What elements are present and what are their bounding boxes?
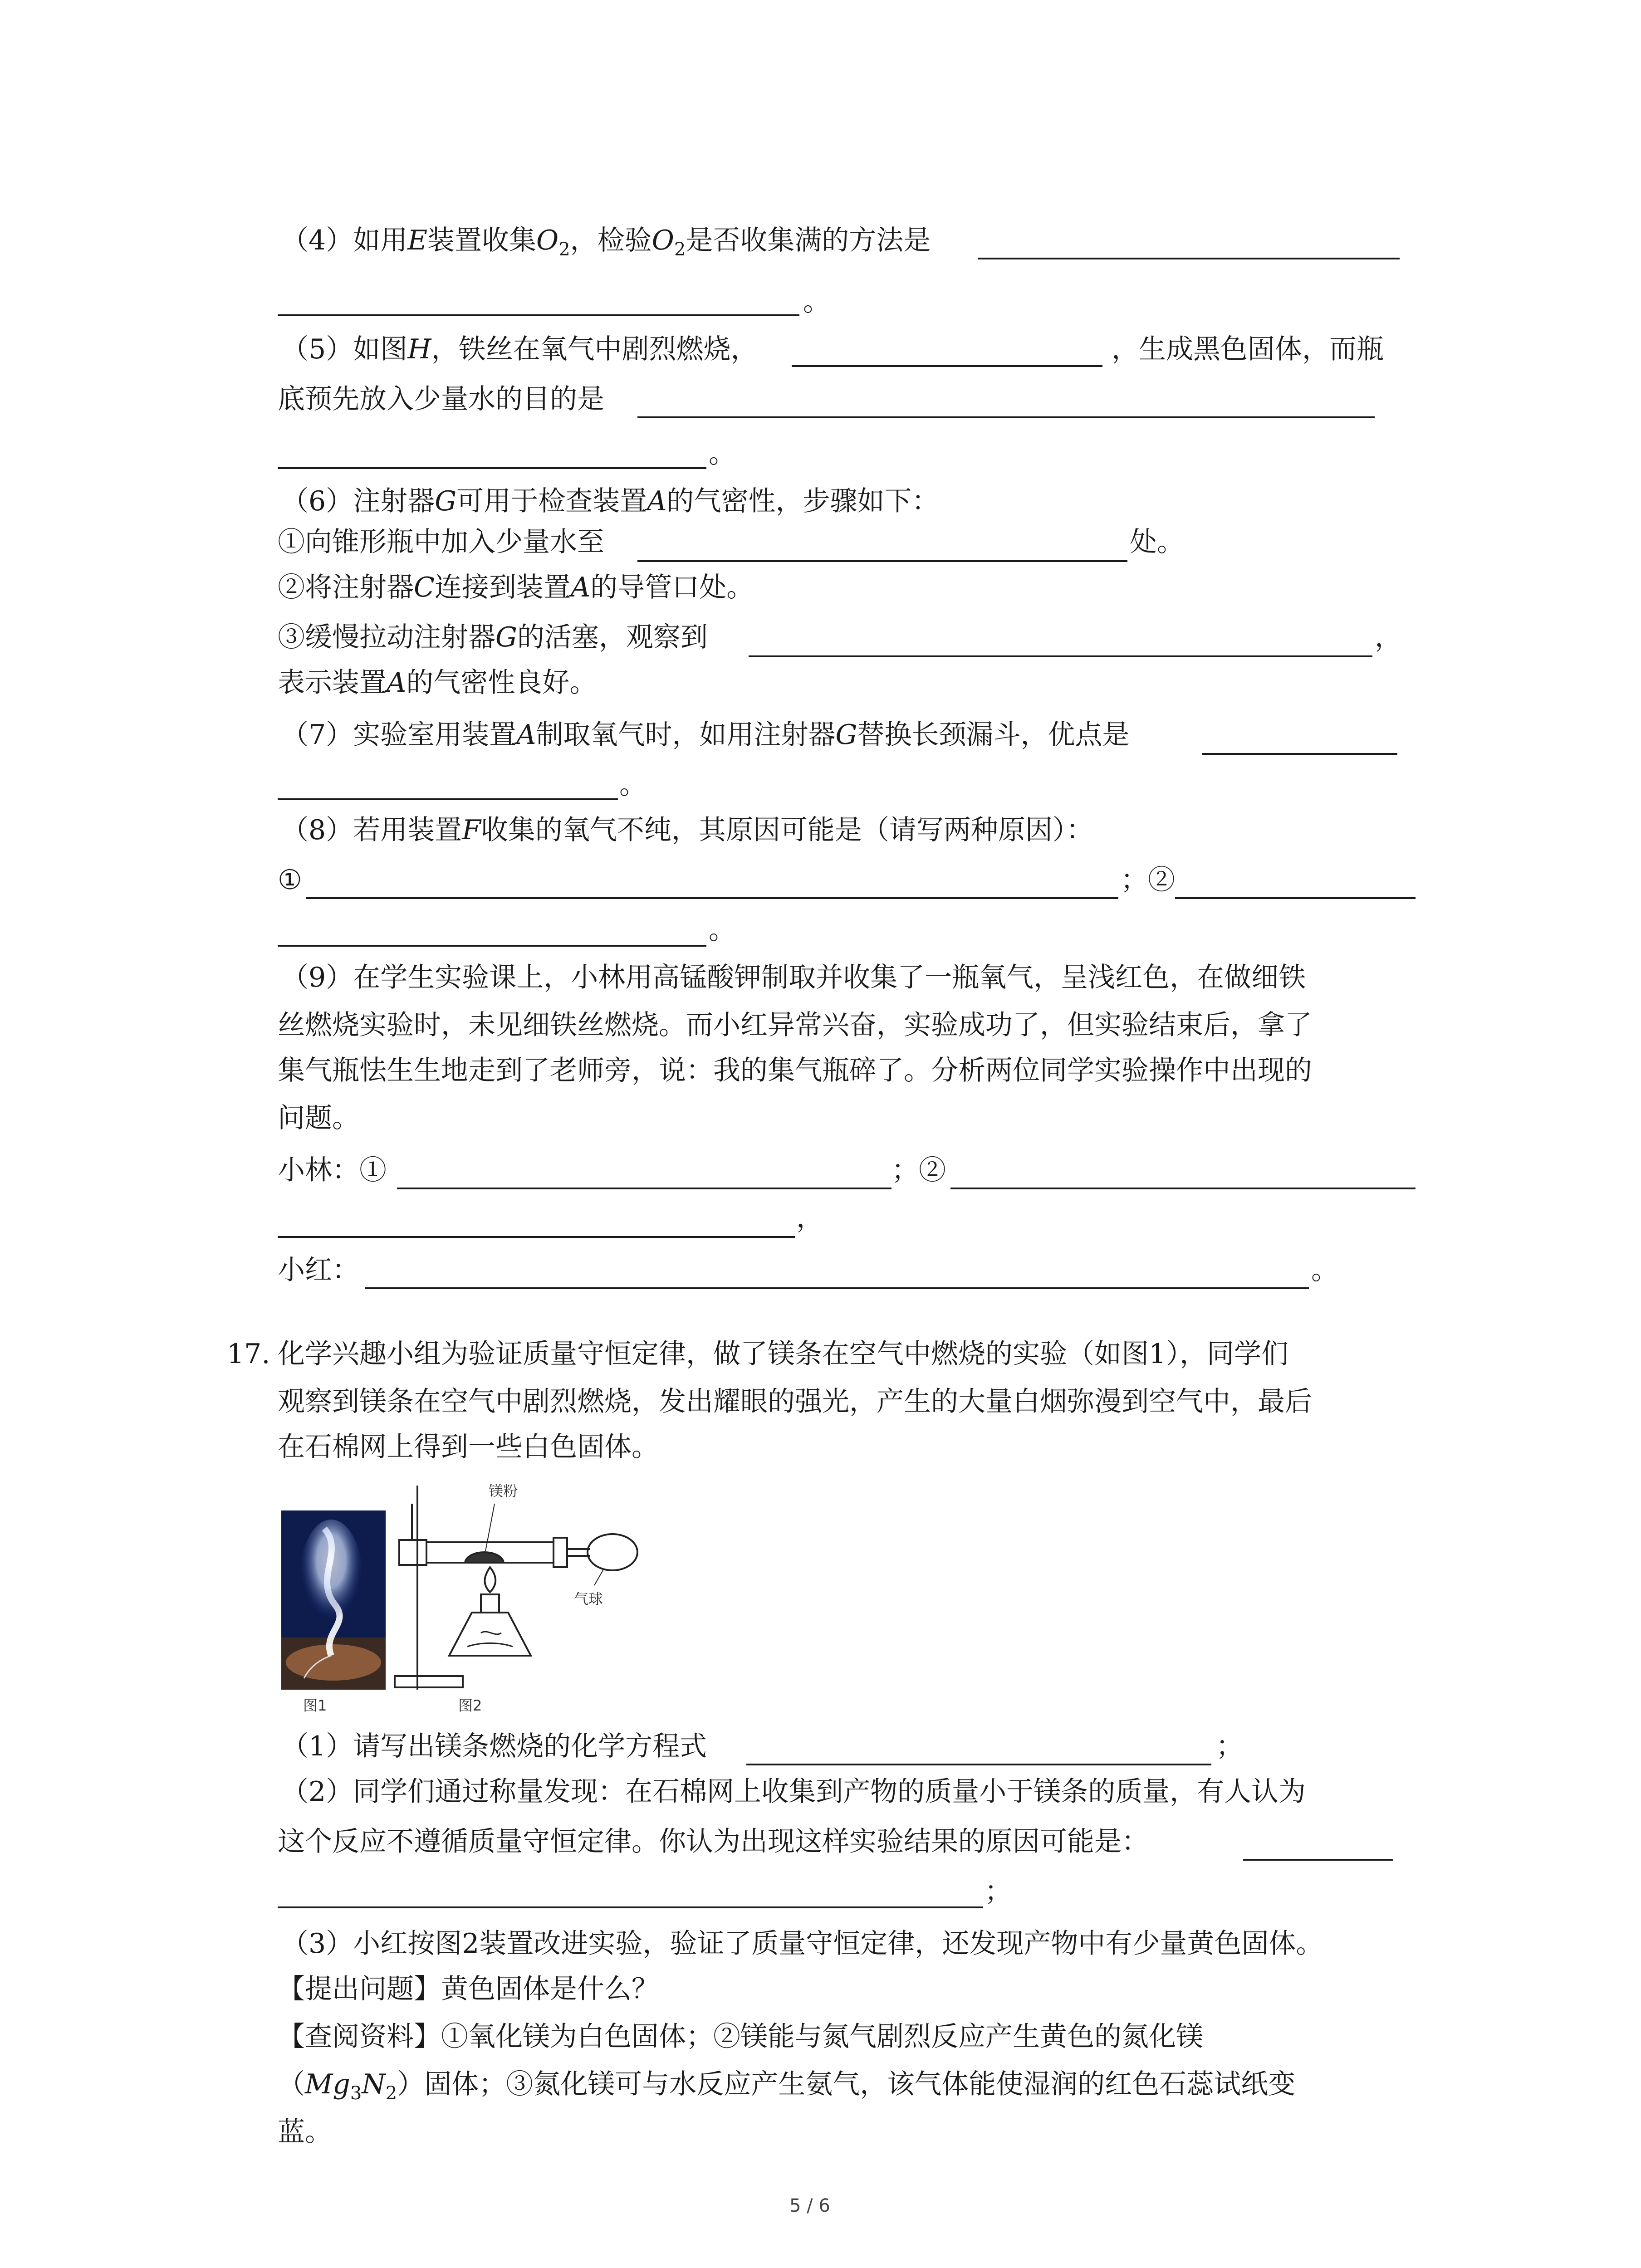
- q17-intro-line2: 观察到镁条在空气中剧烈燃烧，发出耀眼的强光，产生的大量白烟弥漫到空气中，最后: [278, 1386, 1312, 1418]
- fig1-label: 图1: [303, 1697, 327, 1714]
- q9-hong-end: 。: [1311, 1254, 1338, 1286]
- q8-reason1-label: ①: [278, 864, 302, 896]
- q5-line2: 底预先放入少量水的目的是: [278, 383, 604, 415]
- q4-text: （4）如用E装置收集$O_2$，检验$O_2$是否收集满的方法是: [281, 225, 931, 260]
- fig2-apparatus-diagram: [390, 1476, 644, 1692]
- q17-intro-line1: 化学兴趣小组为验证质量守恒定律，做了镁条在空气中燃烧的实验（如图1），同学们: [278, 1338, 1289, 1370]
- q17-p2-line2: 这个反应不遵循质量守恒定律。你认为出现这样实验结果的原因可能是：: [278, 1826, 1149, 1857]
- q17-p1-text: （1）请写出镁条燃烧的化学方程式: [281, 1730, 707, 1762]
- q8-reason2-blank-2[interactable]: [278, 945, 706, 947]
- q8-sep: ；②: [1121, 864, 1175, 896]
- q17-p3-ref1: 【查阅资料】①氧化镁为白色固体；②镁能与氮气剧烈反应产生黄色的氮化镁: [278, 2021, 1203, 2053]
- q9-line2: 丝燃烧实验时，未见细铁丝燃烧。而小红异常兴奋，实验成功了，但实验结束后，拿了: [278, 1009, 1312, 1041]
- q9-lin-issue2-blank-2[interactable]: [278, 1236, 795, 1238]
- q6-step3-line2: 表示装置A的气密性良好。: [278, 667, 597, 699]
- q6-step1: ①向锥形瓶中加入少量水至: [278, 526, 604, 558]
- fig2-label: 图2: [458, 1697, 482, 1714]
- q17-p2-line1: （2）同学们通过称量发现：在石棉网上收集到产物的质量小于镁条的质量，有人认为: [281, 1776, 1306, 1808]
- q6-step3-end: ，: [1375, 621, 1402, 653]
- q17-p1-end: ；: [1216, 1730, 1243, 1762]
- q5-line1-b: ，生成黑色固体，而瓶: [1112, 333, 1384, 365]
- q7-advantage-blank-2[interactable]: [278, 798, 618, 800]
- q17-p2-reason-blank-2[interactable]: [278, 1906, 983, 1908]
- q17-p2-end: ；: [985, 1876, 1012, 1907]
- q6-title: （6）注射器G可用于检查装置A的气密性，步骤如下：: [281, 485, 939, 517]
- q6-step1-end: 处。: [1130, 526, 1184, 558]
- q9-line4: 问题。: [278, 1102, 359, 1134]
- q17-p2-reason-blank-1[interactable]: [1243, 1859, 1393, 1861]
- fig1-burning-magnesium-photo: [281, 1510, 386, 1690]
- q17-p3-ref3: 蓝。: [278, 2116, 332, 2148]
- q4-end: 。: [803, 286, 830, 318]
- q5-phenomenon-blank[interactable]: [792, 365, 1102, 367]
- q17-p3-line1: （3）小红按图2装置改进实验，验证了质量守恒定律，还发现产物中有少量黄色固体。: [281, 1928, 1323, 1960]
- q4-answer-blank-1[interactable]: [978, 258, 1400, 259]
- q7-advantage-blank-1[interactable]: [1202, 753, 1397, 755]
- fig2-mg-label: 镁粉: [489, 1482, 518, 1500]
- q17-p3-question: 【提出问题】黄色固体是什么？: [278, 1973, 659, 2005]
- fig2-balloon-label: 气球: [574, 1590, 603, 1608]
- q8-reason2-blank-1[interactable]: [1175, 897, 1416, 899]
- q7-text: （7）实验室用装置A制取氧气时，如用注射器G替换长颈漏斗，优点是: [281, 719, 1130, 751]
- q9-hong-label: 小红：: [278, 1254, 359, 1286]
- q9-lin-issue1-blank[interactable]: [397, 1188, 892, 1189]
- q6-step3: ③缓慢拉动注射器G的活塞，观察到: [278, 621, 708, 653]
- q8-reason1-blank[interactable]: [306, 897, 1118, 899]
- q8-text: （8）若用装置F收集的氧气不纯，其原因可能是（请写两种原因）：: [281, 814, 1093, 846]
- q4-answer-blank-2[interactable]: [278, 314, 799, 316]
- q9-line1: （9）在学生实验课上，小林用高锰酸钾制取并收集了一瓶氧气，呈浅红色，在做细铁: [281, 962, 1306, 993]
- page-number: 5 / 6: [789, 2195, 830, 2216]
- q6-step2: ②将注射器C连接到装置A的导管口处。: [278, 572, 754, 603]
- q8-end: 。: [709, 914, 736, 946]
- q7-end: 。: [619, 769, 647, 801]
- q17-number: 17.: [227, 1338, 270, 1370]
- q5-line1-a: （5）如图H，铁丝在氧气中剧烈燃烧，: [281, 333, 758, 365]
- q17-p3-ref2: $(Mg_3N_2)$固体；③氮化镁可与水反应产生氨气，该气体能使湿润的红色石蕊试纸变: [278, 2068, 1296, 2104]
- q17-intro-line3: 在石棉网上得到一些白色固体。: [278, 1431, 659, 1463]
- q5-end: 。: [709, 438, 736, 469]
- q9-hong-issue-blank[interactable]: [365, 1287, 1309, 1289]
- q6-step3-blank[interactable]: [749, 655, 1372, 657]
- q9-line3: 集气瓶怯生生地走到了老师旁，说：我的集气瓶碎了。分析两位同学实验操作中出现的: [278, 1055, 1312, 1086]
- q5-water-purpose-blank-2[interactable]: [278, 467, 706, 469]
- q9-lin-issue2-blank-1[interactable]: [950, 1188, 1416, 1189]
- q9-lin-end: ，: [796, 1202, 823, 1234]
- q9-lin-sep: ；②: [892, 1154, 946, 1186]
- q5-water-purpose-blank-1[interactable]: [637, 416, 1375, 418]
- q9-lin-label: 小林：①: [278, 1154, 387, 1186]
